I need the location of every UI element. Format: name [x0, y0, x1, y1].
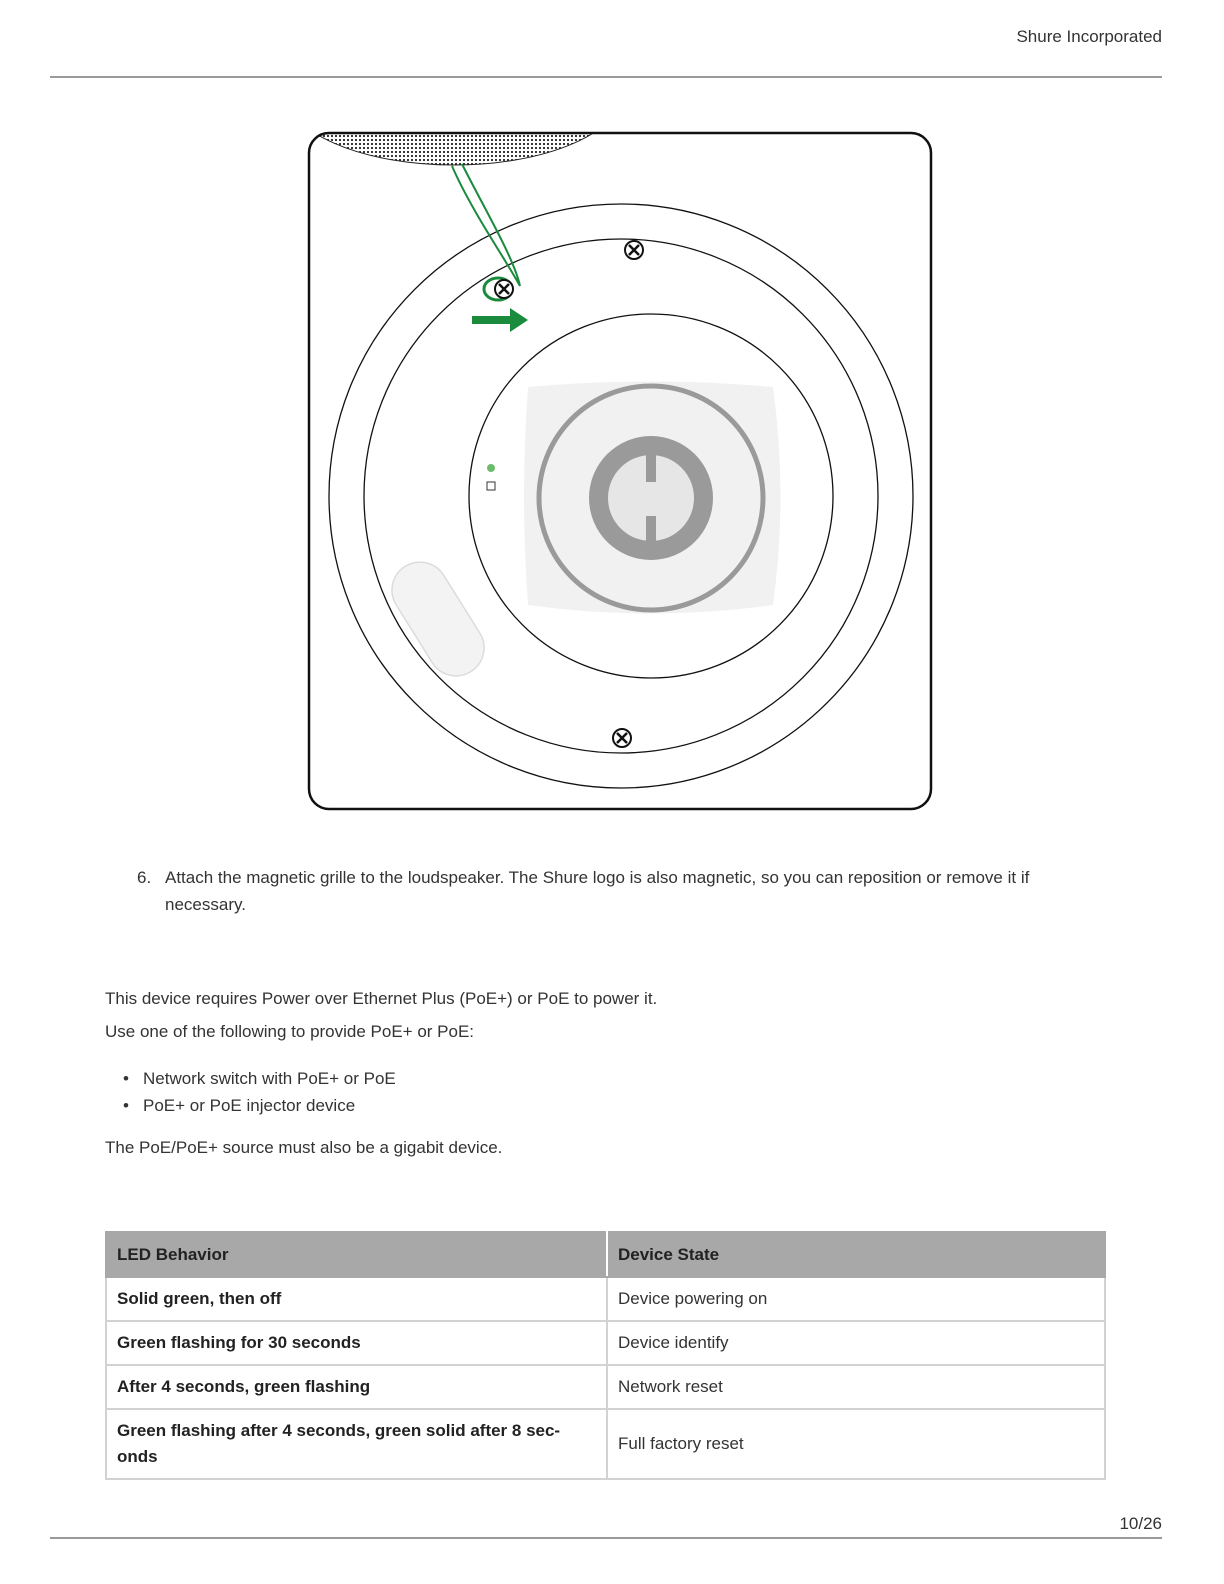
page-number: 10/26 — [1119, 1514, 1162, 1533]
grille-edge — [306, 130, 624, 165]
screw-icon-tether — [495, 280, 513, 298]
power-intro: This device requires Power over Ethernet Plus (PoE+) or PoE to power it. — [105, 989, 658, 1008]
led-indicator — [487, 464, 495, 472]
power-options-list — [105, 1065, 396, 1119]
table-row — [106, 1365, 1105, 1409]
step-text: Attach the magnetic grille to the loudspeaker. The Shure logo is also magnetic, so you can reposition or remove it if necessary. — [165, 868, 1030, 914]
loudspeaker-figure — [306, 130, 936, 812]
arrow-right-icon — [472, 308, 528, 332]
table-row — [106, 1409, 1105, 1479]
table-header-row — [106, 1232, 1105, 1277]
table-row — [106, 1321, 1105, 1365]
header-divider — [50, 76, 1162, 78]
table-row — [106, 1277, 1105, 1321]
screw-icon-bottom — [613, 729, 631, 747]
led-square — [487, 482, 495, 490]
led-behavior-cell: After 4 seconds, green flashing — [106, 1365, 607, 1409]
footer-divider — [50, 1537, 1162, 1539]
logo-tether — [452, 164, 520, 286]
led-behavior-cell: Green flashing for 30 seconds — [106, 1321, 607, 1365]
list-item: • Network switch with PoE+ or PoE — [105, 1065, 396, 1092]
device-state-cell: Network reset — [607, 1365, 1105, 1409]
led-behavior-table — [105, 1231, 1106, 1480]
power-note: The PoE/PoE+ source must also be a gigabit device. — [105, 1138, 503, 1157]
column-header-device-state: Device State — [607, 1232, 1105, 1277]
header-company: Shure Incorporated — [1016, 27, 1162, 46]
screw-icon-top — [625, 241, 643, 259]
device-state-cell: Device identify — [607, 1321, 1105, 1365]
rubber-pad — [381, 552, 494, 687]
power-lead: Use one of the following to provide PoE+ or PoE: — [105, 1022, 475, 1041]
column-header-led-behavior: LED Behavior — [106, 1232, 607, 1277]
led-behavior-cell: Green flashing after 4 seconds, green solid after 8 sec-onds — [106, 1409, 607, 1479]
step-number: 6. — [137, 868, 152, 887]
list-item: • PoE+ or PoE injector device — [105, 1092, 396, 1119]
device-state-cell: Device powering on — [607, 1277, 1105, 1321]
device-state-cell: Full factory reset — [607, 1409, 1105, 1479]
step-6 — [137, 864, 1097, 918]
led-behavior-cell: Solid green, then off — [106, 1277, 607, 1321]
